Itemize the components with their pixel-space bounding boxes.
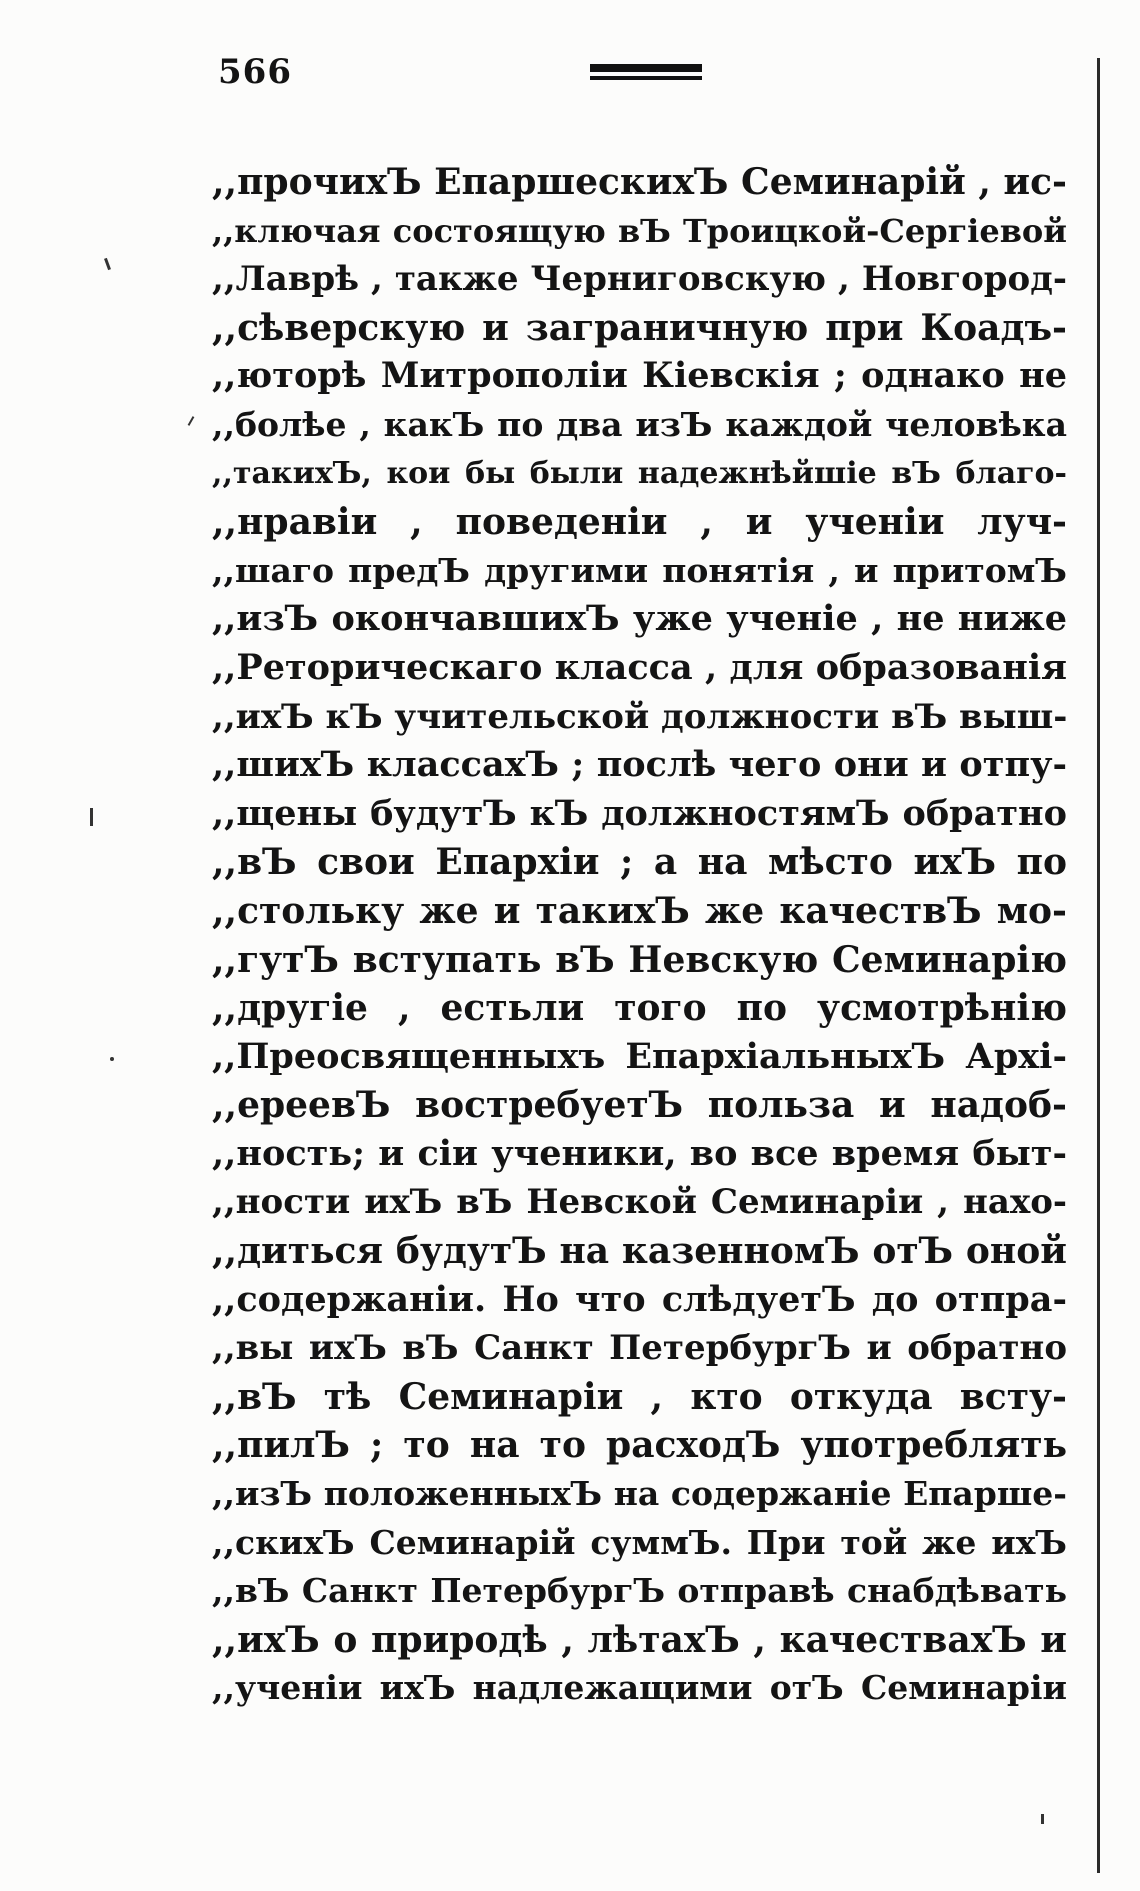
text-line: ,,вЪ тѣ Семинаріи , кто откуда всту- [212, 1375, 1067, 1418]
text-line: ,,изЪ положенныхЪ на содержаніе Епарше- [212, 1474, 1067, 1514]
text-line: ,,гутЪ вступать вЪ Невскую Семинарію [212, 938, 1067, 981]
text-line: ,,ности ихЪ вЪ Невской Семинаріи , нахо- [212, 1182, 1067, 1223]
text-line: ,,болѣе , какЪ по два изЪ каждой человѣка [212, 404, 1067, 444]
text-line: ,,шихЪ классахЪ ; послѣ чего они и отпу- [212, 744, 1067, 786]
margin-mark [90, 808, 93, 826]
text-line: ,,пилЪ ; то на то расходЪ употреблять [212, 1424, 1067, 1467]
margin-mark [188, 416, 195, 426]
text-line: ,,ихЪ кЪ учительской должности вЪ выш- [212, 696, 1067, 737]
text-line: ,,юторѣ Митрополіи Кіевскія ; однако не [212, 355, 1067, 397]
text-line: ,,другіе , естьли того по усмотрѣнію [212, 987, 1067, 1030]
text-line: ,,содержаніи. Но что слѣдуетЪ до отпра- [212, 1278, 1067, 1320]
text-line: ,,ереевЪ востребуетЪ польза и надоб- [212, 1084, 1067, 1127]
text-line: ,,скихЪ Семинарій суммЪ. При той же ихЪ [212, 1522, 1067, 1562]
header-ornament-rule [590, 64, 702, 84]
text-line: ,,стольку же и такихЪ же качествЪ мо- [212, 889, 1067, 932]
text-line: ,,нравіи , поведеніи , и ученіи луч- [212, 501, 1067, 544]
text-line: ,,такихЪ, кои бы были надежнѣйшіе вЪ благо- [212, 455, 1067, 491]
text-line: ,,Преосвященныхъ ЕпархіальныхЪ Архі- [212, 1035, 1067, 1077]
text-line: ,,Реторическаго класса , для образованія [212, 646, 1067, 688]
page-edge-line [1097, 58, 1100, 1873]
body-text [212, 158, 1067, 1713]
page-number: 566 [218, 52, 292, 92]
text-line: ,,ученіи ихЪ надлежащими отЪ Семинаріи [212, 1668, 1067, 1708]
text-line: ,,сѣверскую и заграничную при Коадъ- [212, 306, 1067, 349]
margin-mark [104, 258, 111, 270]
margin-mark [110, 1057, 114, 1061]
text-line: ,,диться будутЪ на казенномЪ отЪ оной [212, 1230, 1067, 1273]
text-line: ,,шаго предЪ другими понятія , и притомЪ [212, 550, 1067, 590]
text-line: ,,Лаврѣ , также Черниговскую , Новгород- [212, 259, 1067, 300]
text-line: ,,вЪ Санкт ПетербургЪ отправѣ снабдѣвать [212, 1571, 1067, 1611]
text-line: ,,вЪ свои Епархіи ; а на мѣсто ихЪ по [212, 841, 1067, 884]
text-line: ,,щены будутЪ кЪ должностямЪ обратно [212, 792, 1067, 834]
text-line: ,,прочихЪ ЕпаршескихЪ Семинарій , ис- [212, 161, 1067, 203]
text-line: ,,ключая состоящую вЪ Троицкой-Сергіевой [212, 211, 1067, 250]
text-line: ,,ность; и сіи ученики, во все время быт- [212, 1132, 1067, 1174]
text-line: ,,вы ихЪ вЪ Санкт ПетербургЪ и обратно [212, 1328, 1067, 1369]
text-line: ,,ихЪ о природѣ , лѣтахЪ , качествахЪ и [212, 1618, 1067, 1661]
margin-mark [1041, 1814, 1044, 1824]
text-line: ,,изЪ окончавшихЪ уже ученіе , не ниже [212, 598, 1067, 640]
